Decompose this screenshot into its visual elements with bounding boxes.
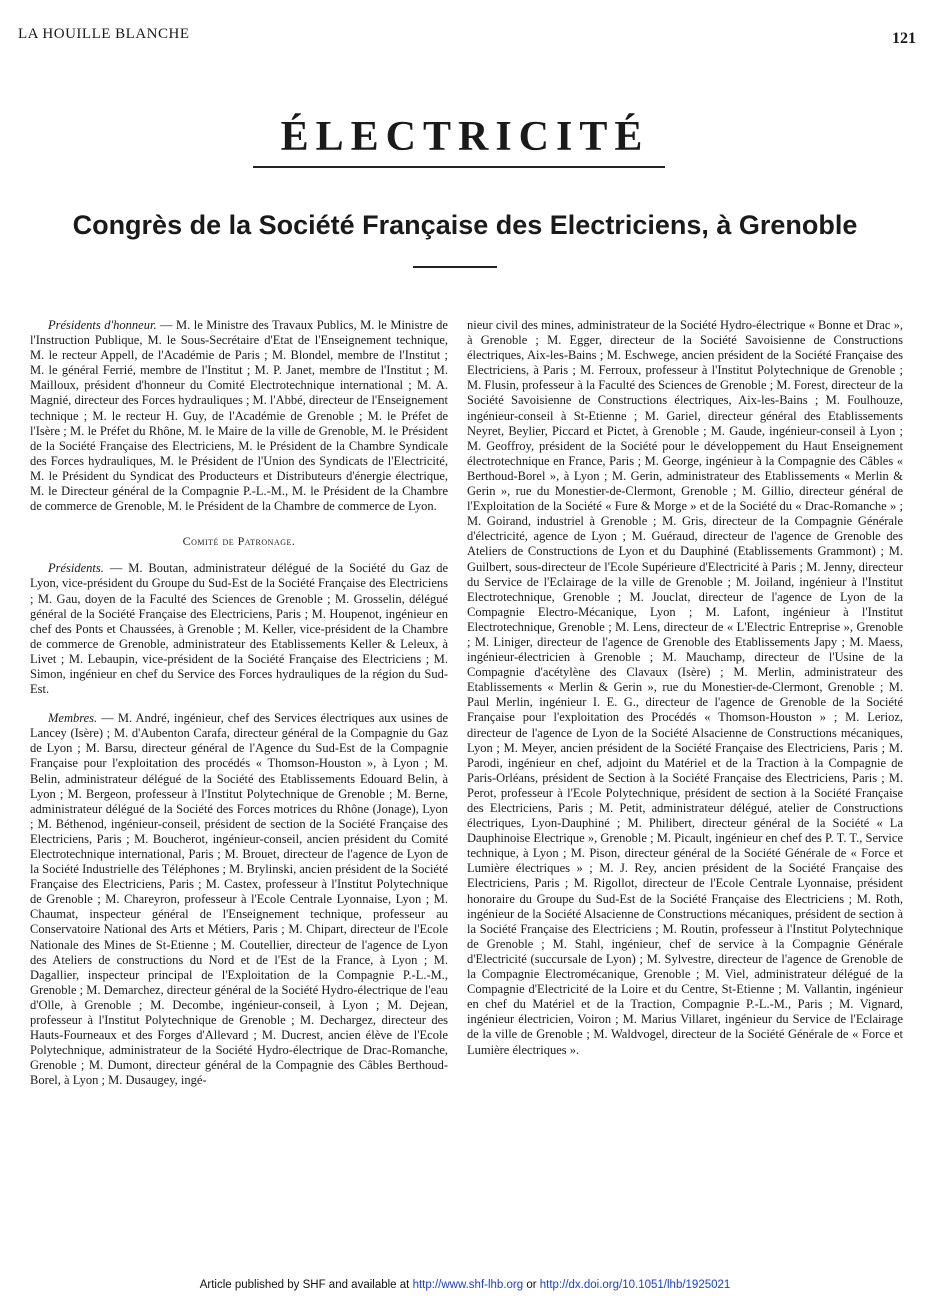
presidents-lead: Présidents. xyxy=(48,561,104,576)
honorary-presidents-lead: Présidents d'honneur. xyxy=(48,318,157,332)
presidents-text: — M. Boutan, administrateur délégué de la Société du Gaz de Lyon, vice-président du Groupe du Sud-Est de la Société Française des Electriciens ; M. Gau, doyen de la Faculté des Sciences de Grenoble ; M. Grosselin, délégué général de la Société Française des Electriciens, Paris ; M. Houpenot, ingénieur en chef des Ponts et Chaussées, à Grenoble ; M. Keller, vice-président de la Chambre de commerce de Grenoble, administrateur des Etablissements Keller & Leleux, à Livet ; M. Lebaupin, vice-président de la Société Française des Electriciens ; M. Simon, ingénieur en chef du Service des Forces hydrauliques de la région du Sud-Est. xyxy=(30,561,448,697)
footer-prefix: Article published by SHF and available at xyxy=(199,1279,413,1291)
right-column xyxy=(467,318,903,1058)
section-title: ÉLECTRICITÉ xyxy=(280,114,650,160)
members-lead: Membres. xyxy=(48,711,98,726)
presidents-paragraph xyxy=(30,561,448,697)
honorary-presidents-text: — M. le Ministre des Travaux Publics, M. le Ministre de l'Instruction Publique, M. le Sous-Secrétaire d'Etat de l'Enseignement technique, M. le recteur Appell, de l'Académie de Paris ; M. Blondel, membre de l'Institut ; M. le général Ferrié, membre de l'Institut ; M. P. Janet, membre de l'Institut ; M. Mailloux, président d'honneur du Comité Electrotechnique international ; M. A. Magnié, directeur des Forces hydrauliques ; M. l'Abbé, directeur de l'Enseignement technique ; M. le recteur H. Guy, de l'Académie de Grenoble ; M. le Préfet de l'Isère ; M. le Préfet du Rhône, M. le Maire de la ville de Grenoble, M. le Président de la Société Française des Electriciens, M. le Président de la Chambre Syndicale des Forces hydrauliques, M. le Président de l'Union des Syndicats de l'Electricité, M. le Président du Syndicat des Producteurs et Distributeurs d'énergie électrique, M. le Directeur général de la Compagnie P.-L.-M., M. le Président de la Chambre de commerce de Grenoble, M. le Président de la Chambre de commerce de Lyon. xyxy=(30,318,448,514)
footer-link-doi[interactable]: http://dx.doi.org/10.1051/lhb/1925021 xyxy=(539,1279,731,1291)
footer-citation xyxy=(0,1279,930,1291)
title-rule xyxy=(253,166,665,168)
members-continued-paragraph: nieur civil des mines, administrateur de la Société Hydro-électrique « Bonne et Drac », à Grenoble ; M. Egger, directeur de la Société Savoisienne de Constructions électriques, Aix-les-Bains ; M. Eschwege, ancien président de la Société Française des Electriciens, à Paris ; M. Ferroux, professeur à l'Institut Polytechnique de Grenoble ; M. Flusin, professeur à la Faculté des Sciences de Grenoble ; M. Forest, directeur de la Société Savoisienne de Constructions électriques, Aix-les-Bains ; M. Foulhouze, ingénieur-conseil à St-Etienne ; M. Gariel, directeur général des Etablissements Neyret, Beylier, Piccard et Pictet, à Grenoble ; M. Gaude, ingénieur-conseil à Lyon ; M. Geoffroy, président de la Société pour le développement du Haut Enseignement électrotechnique en France, Paris ; M. George, ingénieur à la Compagnie des Câbles « Berthoud-Borel », à Lyon ; M. Gerin, administrateur des Etablissements « Merlin & Gerin », rue du Monestier-de-Clermont, Grenoble ; M. Gillio, directeur général de l'Exploitation de la Société « Fure & Morge » et de la Société du « Drac-Romanche » ; M. Goirand, industriel à Grenoble ; M. Gris, directeur de la Compagnie Générale d'électricité, agence de Lyon ; M. Guéraud, directeur de l'agence de Grenoble des Ateliers de Constructions de Lyon et du Dauphiné (Etablissements Grammont) ; M. Guilbert, sous-directeur de l'Ecole Supérieure d'Electricité à Paris ; M. Jenny, directeur du Service de l'Eclairage de la ville de Grenoble ; M. Joiland, ingénieur à l'Institut Electrotechnique, Grenoble ; M. Jouclat, directeur de l'agence de Lyon de la Compagnie Electro-Mécanique, Lyon ; M. Lafont, ingénieur à l'Institut Electrotechnique, Grenoble ; M. Lens, directeur de « L'Electric Entreprise », Grenoble ; M. Liniger, directeur de l'agence de Grenoble des Etablissements Japy ; M. Maess, ingénieur-électricien à Grenoble ; M. Mauchamp, directeur de l'Usine de la Compagnie d'acétylène des Clavaux (Isère) ; M. Merlin, administrateur des Etablissements « Merlin & Gerin », rue du Monestier-de-Clermont, Grenoble ; M. Paul Merlin, ingénieur I. E. G., directeur de l'agence de Grenoble de la Société Française pour l'exploitation des Procédés « Thomson-Houston » ; M. Lerioz, directeur de l'agence de Lyon de la Société Alsacienne de Constructions mécaniques, Lyon ; M. Meyer, ancien président de la Société Française des Electriciens, Paris ; M. Parodi, ingénieur en chef, adjoint du Matériel et de la Traction à la Compagnie de Paris-Orléans, président de Section à la Société Française des Electriciens, Paris ; M. Perot, professeur à l'Ecole Polytechnique, président de section à la Société Française des Electriciens, Paris ; M. Petit, administrateur délégué, atelier de Constructions électriques, Lyon-Dauphiné ; M. Philibert, directeur général de la Société « La Dauphinoise Electrique », Grenoble ; M. Picault, ingénieur en chef des P. T. T., Service technique, à Lyon ; M. Pison, directeur général de la Société Générale de « Force et Lumière électriques » ; M. J. Rey, ancien président de la Société Française des Electriciens, Paris ; M. Rigollot, directeur de l'Ecole Centrale Lyonnaise, président honoraire du Groupe du Sud-Est de la Société Française des Electriciens ; M. Roth, ingénieur de la Société Alsacienne de Constructions mécaniques, président de section à la Société Française des Electriciens ; M. Routin, professeur à l'Institut Polytechnique de Grenoble ; M. Stahl, ingénieur, chef de service à la Compagnie Générale d'Electricité (succursale de Lyon) ; M. Sylvestre, directeur de l'agence de Grenoble de la Compagnie Electromécanique, Grenoble ; M. Viel, administrateur délégué de la Compagnie d'Electricité de la Loire et du Centre, St-Etienne ; M. Vallantin, ingénieur en chef du Matériel et de la Traction, Compagnie P.-L.-M., Paris ; M. Vignard, ingénieur électricien, Voiron ; M. Marius Villaret, ingénieur du Service de l'Eclairage de la ville de Grenoble ; M. Waldvogel, directeur de la Société Générale de « Force et Lumière électriques ». xyxy=(467,318,903,1057)
committee-heading: Comité de Patronage. xyxy=(182,534,296,549)
article-title: Congrès de la Société Française des Electriciens, à Grenoble xyxy=(72,210,858,240)
left-column xyxy=(30,318,448,1089)
running-head-journal: LA HOUILLE BLANCHE xyxy=(18,26,190,42)
footer-middle: or xyxy=(523,1279,540,1291)
page-number: 121 xyxy=(892,30,916,47)
members-text: — M. André, ingénieur, chef des Services électriques aux usines de Lancey (Isère) ; M. d'Aubenton Carafa, directeur général de la Compagnie du Gaz de Lyon ; M. Barsu, directeur général de l'Agence du Sud-Est de la Compagnie Française pour l'exploitation des procédés « Thomson-Houston », à Lyon ; M. Belin, administrateur délégué de la Société des Etablissements Edouard Belin, à Lyon ; M. Bergeon, professeur à l'Institut Polytechnique de Grenoble ; M. Berne, administrateur délégué de la Société des Forces motrices du Rhône (Jonage), Lyon ; M. Béthenod, ingénieur-conseil, président de section de la Société Française des Electriciens, Paris ; M. Boucherot, ingénieur-conseil, ancien président du Comité Electrotechnique international, Paris ; M. Brouet, directeur de l'agence de Lyon de la Société Industrielle des Téléphones ; M. Brylinski, ancien président de la Société Française des Electriciens, Paris ; M. Castex, professeur à l'Institut Polytechnique de Grenoble ; M. Chareyron, professeur à l'Ecole Centrale Lyonnaise, Lyon ; M. Chaumat, inspecteur général de l'Enseignement technique, professeur au Conservatoire National des Arts et Métiers, Paris ; M. Chipart, directeur de l'Ecole Nationale des Mines de St-Etienne ; M. Coutellier, directeur de l'agence de Lyon des Ateliers de constructions du Nord et de l'Est de la France, à Lyon ; M. Dagallier, inspecteur principal de l'Exploitation de la Compagnie P.-L.-M., Grenoble ; M. Demarchez, directeur général de la Société Hydro-électrique de l'eau d'Olle, à Grenoble ; M. Decombe, ingénieur-conseil, à Lyon ; M. Dejean, professeur à l'Institut Polytechnique de Grenoble ; M. Dechargez, directeur des Hauts-Fourneaux et des Forges d'Allevard ; M. Ducrest, ancien élève de l'Ecole Polytechnique, administrateur de la Société Hydro-électrique de Drac-Romanche, Grenoble ; M. Dumont, directeur général de la Compagnie des Câbles Berthoud-Borel, à Lyon ; M. Dusaugey, ingé- xyxy=(30,711,448,1088)
footer-link-shf[interactable]: http://www.shf-lhb.org xyxy=(412,1279,524,1291)
members-paragraph xyxy=(30,711,448,1088)
honorary-presidents-paragraph xyxy=(30,318,448,514)
title-short-rule xyxy=(413,266,497,268)
